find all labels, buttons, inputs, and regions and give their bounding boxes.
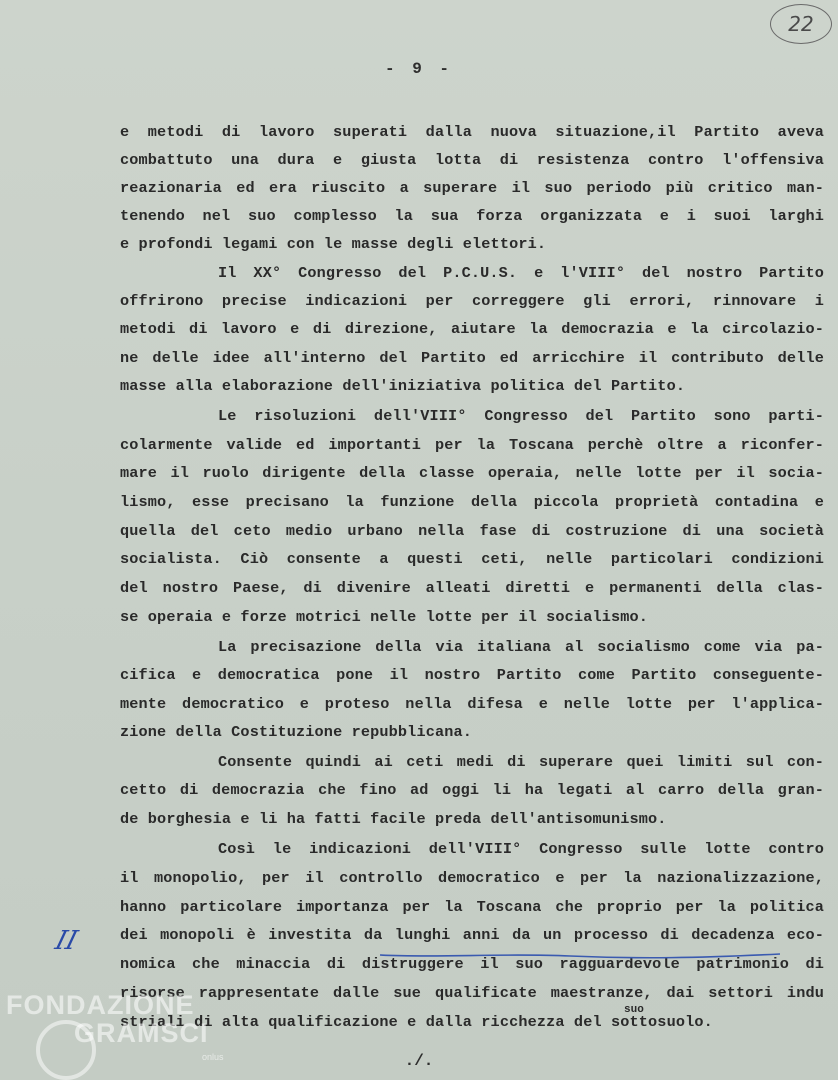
text-line: combattuto una dura e giusta lotta di resistenza contro l'offensiva [120,151,824,169]
text-line: tenendo nel suo complesso la sua forza organizzata e i suoi larghi [120,207,824,225]
archive-page-number: 22 [770,4,832,44]
text-line: Consente quindi ai ceti medi di superare quei limiti sul con- [218,753,824,771]
text-line: mare il ruolo dirigente della classe operaia, nelle lotte per il socia- [120,464,824,482]
text-line: nomica che minaccia di distruggere il suo ragguardevole patrimonio di [120,955,824,973]
text-line: e profondi legami con le masse degli elettori. [120,235,547,253]
text-line: mente democratico e proteso nella difesa e nelle lotte per l'applica- [120,695,824,713]
continuation-mark: ./. [404,1052,434,1070]
text-line: Così le indicazioni dell'VIII° Congresso sulle lotte contro [218,840,824,858]
text-line: quella del ceto medio urbano nella fase di costruzione di una società [120,522,824,540]
watermark-line2: GRAMSCI [74,1018,209,1048]
text-line: lismo, esse precisano la funzione della piccola proprietà contadina e [120,493,824,511]
pen-underline [380,952,780,960]
text-line: del nostro Paese, di divenire alleati diretti e permanenti della clas- [120,579,824,597]
text-line: risorse rappresentate dalle sue qualificate maestranze, dai settori indu [120,984,824,1002]
margin-annotation: II [51,926,81,956]
text-line: Le risoluzioni dell'VIII° Congresso del Partito sono parti- [218,407,824,425]
text-line: offrirono precise indicazioni per correggere gli errori, rinnovare i [120,292,824,310]
text-line: cifica e democratica pone il nostro Partito come Partito conseguente- [120,666,824,684]
text-line: striali di alta qualificazione e dalla ricchezza del sottosuolo. [120,1013,713,1031]
text-line: metodi di lavoro e di direzione, aiutare la democrazia e la circolazio- [120,320,824,338]
text-line: Il XX° Congresso del P.C.U.S. e l'VIII° del nostro Partito [218,264,824,282]
text-line: La precisazione della via italiana al socialismo come via pa- [218,638,824,656]
text-line: de borghesia e li ha fatti facile preda dell'antisomunismo. [120,810,667,828]
watermark-sub: onlus [202,1052,224,1062]
text-line: reazionaria ed era riuscito a superare il suo periodo più critico man- [120,179,824,197]
watermark [6,990,256,1075]
handwritten-insertion: suo [624,1004,644,1016]
page-number: - 9 - [384,60,453,78]
text-line: socialista. Ciò consente a questi ceti, nelle particolari condizioni [120,550,824,568]
text-line: hanno particolare importanza per la Toscana che proprio per la politica [120,898,824,916]
text-line: cetto di democrazia che fino ad oggi li ha legati al carro della gran- [120,781,824,799]
text-line: e metodi di lavoro superati dalla nuova situazione,il Partito aveva [120,123,824,141]
watermark-line1: FONDAZIONE [6,990,195,1020]
text-line: se operaia e forze motrici nelle lotte per il socialismo. [120,608,649,626]
text-line: ne delle idee all'interno del Partito ed arricchire il contributo delle [120,349,824,367]
text-line: il monopolio, per il controllo democratico e per la nazionalizzazione, [120,869,824,887]
text-line: colarmente valide ed importanti per la Toscana perchè oltre a riconfer- [120,436,824,454]
text-line: zione della Costituzione repubblicana. [120,723,473,741]
text-line: masse alla elaborazione dell'iniziativa politica del Partito. [120,377,686,395]
text-line: dei monopoli è investita da lunghi anni da un processo di decadenza eco- [120,926,824,944]
